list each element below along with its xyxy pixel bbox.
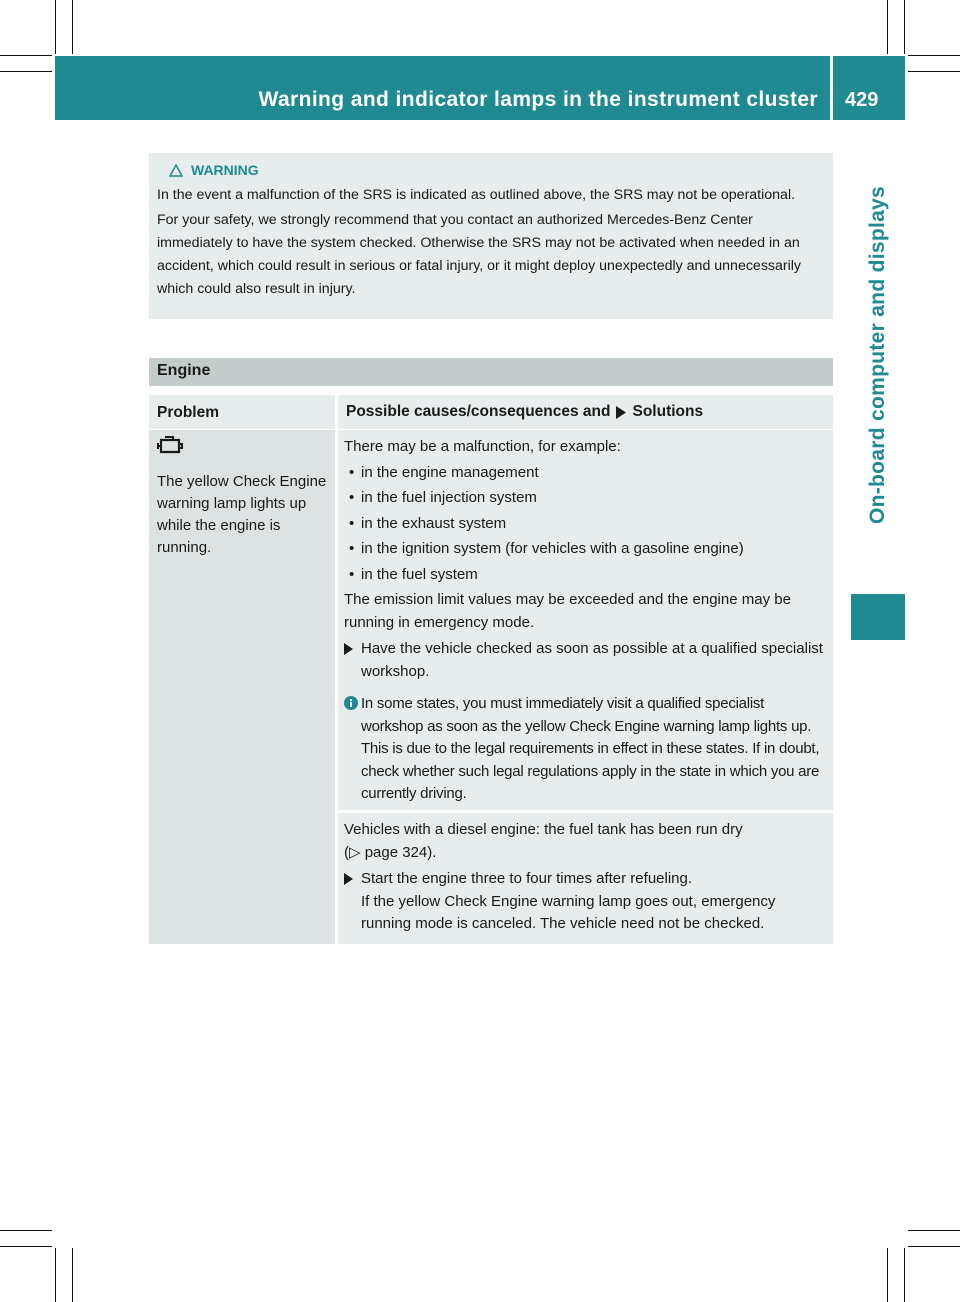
column-header-problem: Problem [149,395,335,429]
page-number: 429 [845,89,879,111]
crop-mark [0,71,52,72]
check-engine-icon [157,436,327,463]
list-item: • in the fuel system [344,564,827,587]
chapter-tab [851,126,905,584]
problem-description: The yellow Check Engine warning lamp lights up while the engine is running. [157,473,327,556]
chapter-marker [851,594,905,640]
list-item: • in the exhaust system [344,513,827,536]
crop-mark [72,0,73,54]
info-note [344,693,827,806]
list-item: • in the ignition system (for vehicles with a gasoline engine) [344,538,827,561]
warning-paragraph: In the event a malfunction of the SRS is indicated as outlined above, the SRS may not be operational. [157,187,796,203]
crop-mark [904,0,905,54]
section-title: Engine [157,362,211,379]
crop-mark [55,1248,56,1302]
action-text: Have the vehicle checked as soon as possible at a qualified specialist workshop. [361,640,823,680]
crop-mark [908,55,960,56]
row-consequence: The emission limit values may be exceeded and the engine may be running in emergency mode. [344,591,791,631]
table-row [338,430,833,810]
action-arrow-icon [344,643,353,655]
list-item: • in the fuel injection system [344,487,827,510]
problem-cell [149,430,335,944]
cause-list [344,462,827,587]
crop-mark [55,0,56,54]
crop-mark [908,1246,960,1247]
table-row [338,813,833,944]
action-text: Start the engine three to four times after refueling. [361,870,693,887]
crop-mark [887,0,888,54]
page-reference: (▷ page 324). [344,843,437,861]
crop-mark [72,1248,73,1302]
action-arrow-icon [344,873,353,885]
warning-triangle-icon [169,164,183,177]
crop-mark [0,55,52,56]
action-step [344,638,827,683]
crop-mark [904,1248,905,1302]
page-title: Warning and indicator lamps in the instrument cluster [258,88,818,111]
page-header [55,56,830,120]
table-header [149,395,833,429]
section-heading [149,358,833,386]
crop-mark [887,1248,888,1302]
crop-mark [0,1230,52,1231]
column-header-solutions-text: Solutions [632,403,704,420]
warning-box [149,153,833,319]
info-text: In some states, you must immediately visit a qualified specialist workshop as soon as the yellow Check Engine warning lamp lights up. This is due to the legal requirements in effect in these states. If in doubt, check whether such legal regulations apply in the state in which you are currently driving. [361,695,820,802]
arrow-right-icon [616,406,626,419]
page-number-box [833,56,905,120]
crop-mark [0,1246,52,1247]
chapter-tab-label: On-board computer and displays [866,185,889,525]
column-header-causes-text: Possible causes/consequences and [346,403,611,420]
info-icon [344,696,358,710]
action-step [344,868,827,936]
warning-heading [169,159,825,182]
warning-paragraph: For your safety, we strongly recommend that you contact an authorized Mercedes-Benz Center immediately to have the system checked. Otherwise the SRS may not be activated when needed in an accident, which could result in serious or fatal injury, or it might deploy unexpectedly and unnecessarily which could also result in injury. [157,212,802,297]
crop-mark [908,71,960,72]
crop-mark [908,1230,960,1231]
row-intro: Vehicles with a diesel engine: the fuel tank has been run dry [344,821,743,838]
warning-label: WARNING [191,162,259,178]
list-item: • in the engine management [344,462,827,485]
action-followup: If the yellow Check Engine warning lamp goes out, emergency running mode is canceled. The vehicle need not be checked. [361,892,776,932]
row-intro: There may be a malfunction, for example: [344,438,621,455]
column-header-causes [338,395,833,429]
